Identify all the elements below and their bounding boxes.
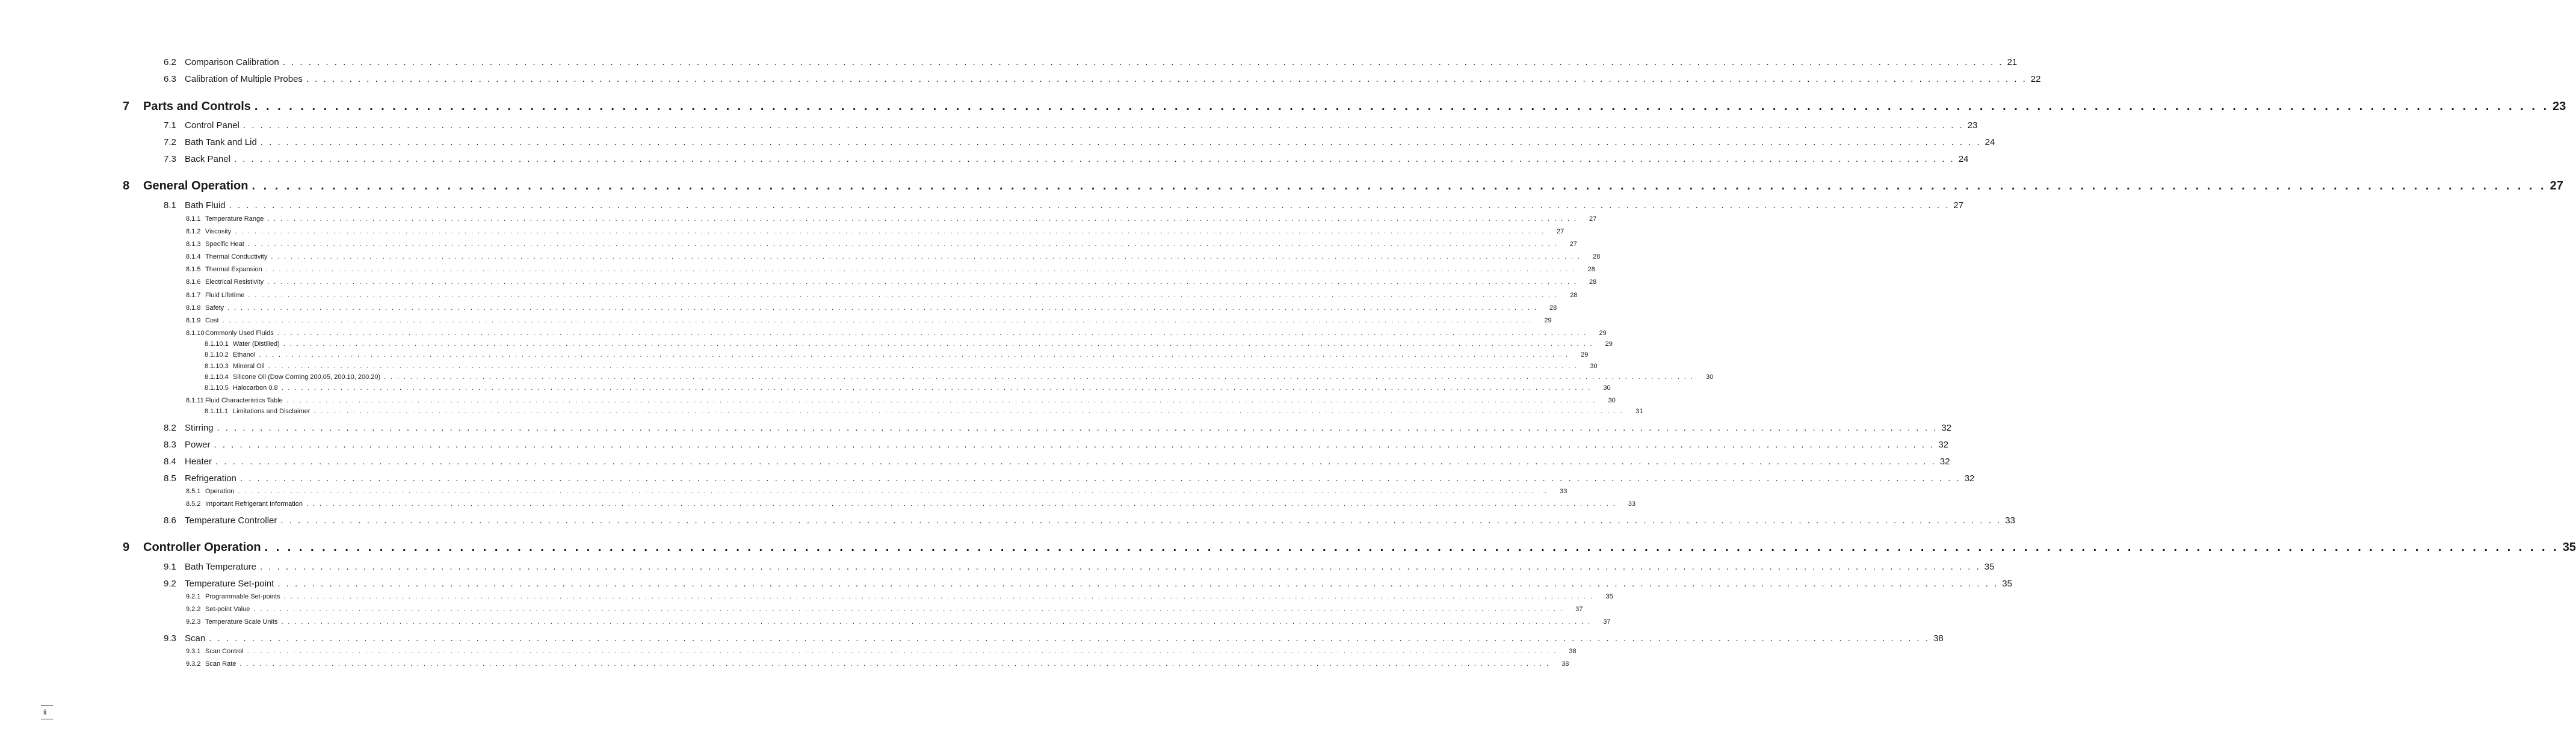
toc-entry[interactable] bbox=[186, 278, 1597, 286]
toc-entry[interactable] bbox=[164, 633, 1944, 644]
toc-entry-page: 38 bbox=[1569, 648, 1577, 655]
toc-entry[interactable] bbox=[186, 618, 1611, 626]
toc-entry-number: 9.2 bbox=[164, 579, 176, 589]
toc-leader-dots: . . . . . . . . . . . . . . . . . . . . . . . . . . . . . . . . . . . . . . . . . . . . . . . . . . . . . . . . . . . . . . . . . . . . . . . . . . . . . . . . . . . . . . . . . . . . . . . . . . . . . . . . . . . . . . . . . . . . . . . . . . . . . . . . . . . . . . . . . . . . . . . . . . . . . . . . . . . . . . . . . . . . . . . . . . . . . . . . . . . . . . . . . . . . . . . . . . . . . . . . bbox=[259, 562, 1981, 572]
toc-entry[interactable] bbox=[123, 179, 2563, 193]
toc-entry-number: 8 bbox=[123, 179, 130, 192]
toc-entry[interactable] bbox=[164, 515, 2015, 526]
toc-entry-page: 28 bbox=[1587, 266, 1595, 273]
toc-entry-page: 33 bbox=[1628, 500, 1636, 508]
toc-entry-page: 27 bbox=[1569, 241, 1577, 248]
toc-entry-number: 8.1.6 bbox=[186, 278, 201, 286]
toc-entry-number: 8.1.10.3 bbox=[205, 363, 229, 370]
toc-entry-number: 6.2 bbox=[164, 57, 176, 67]
toc-entry-number: 8.1.8 bbox=[186, 304, 201, 312]
toc-entry-page: 33 bbox=[1560, 488, 1568, 495]
toc-leader-dots: . . . . . . . . . . . . . . . . . . . . . . . . . . . . . . . . . . . . . . . . . . . . . . . . . . . . . . . . . . . . . . . . . . . . . . . . . . . . . . . . . . . . . . . . . . . . . . . . . . . . . . . . . . . . . . . . . . . . . . . . . . . . . . . . . . . . . . . . . . . . . . . . . . . . . . . . . . . . . . . . . . . . . . . . . . . . . . . . . . . . . . . . . . . . . . . . . . . . . . . . bbox=[267, 278, 1578, 286]
toc-leader-dots: . . . . . . . . . . . . . . . . . . . . . . . . . . . . . . . . . . . . . . . . . . . . . . . . . . . . . . . . . . . . . . . . . . . . . . . . . . . . . . . . . . . . . . . . . . . . . . . . . . . . . . . . . . . . . . . . . . . . . . . . . . . . . . . . . . . . . . . . . . . . . . . . . . . . . . . . . . . . . . . . . . . . . . . . . . . . . . . . . . . . . . . . . . . . . . . . . . . . . . . . bbox=[233, 154, 1955, 164]
toc-entry-title: Silicone Oil (Dow Corning 200.05, 200.10, 200.20) bbox=[233, 374, 381, 381]
toc-entry-page: 35 bbox=[2002, 579, 2012, 589]
toc-entry[interactable] bbox=[205, 340, 1613, 348]
toc-entry-page: 28 bbox=[1549, 304, 1557, 312]
toc-entry-page: 28 bbox=[1570, 292, 1578, 299]
toc-entry-number: 7 bbox=[123, 100, 130, 113]
toc-entry-title: Programmable Set-points bbox=[205, 593, 280, 600]
toc-entry-title: Temperature Controller bbox=[185, 515, 277, 526]
toc-entry[interactable] bbox=[205, 384, 1611, 392]
toc-leader-dots: . . . . . . . . . . . . . . . . . . . . . . . . . . . . . . . . . . . . . . . . . . . . . . . . . . . . . . . . . . . . . . . . . . . . . . . . . . . . . . . . . . . . . . . . . . . . . . . . . . . . . . . . . . . . . . . . . . . . . . . . . . . . . . . . . . . . . . . . . . . . . . . . . . . . . . . . . . . . . . . . . . . . . . . . . . . . . . . . . . . . . . . . . . . . . . . . . . . . . . . . bbox=[247, 241, 1558, 248]
toc-leader-dots: . . . . . . . . . . . . . . . . . . . . . . . . . . . . . . . . . . . . . . . . . . . . . . . . . . . . . . . . . . . . . . . . . . . . . . . . . . . . . . . . . . . . . . . . . . . . . . . . . . . . . . . . . . . . . . . . . . . . . . . . . . . . . . . . . . . . . . . . . . . . . . . . . . . . . . . . . . . . . . . . . . . . . . . . . . . . . . . . . . . . . . . . . . . . . . . . . . . . . . . . bbox=[280, 515, 2002, 526]
toc-leader-dots: . . . . . . . . . . . . . . . . . . . . . . . . . . . . . . . . . . . . . . . . . . . . . . . . . . . . . . . . . . . . . . . . . . . . . . . . . . . . . . . . . . . . . . . . . . . . . . . . . . . . . . . . . . . . . . . . . . . . . . . . . . . . . . . . . . . . . . . . . . . . . . . . . . . . . . . . . . . . . . . . . . . . . . . . . . . . . . . . . . . . . . . . . . . . . . . . . . . . . . . . bbox=[281, 384, 1592, 392]
toc-leader-dots: . . . . . . . . . . . . . . . . . . . . . . . . . . . . . . . . . . . . . . . . . . . . . . . . . . . . . . . . . . . . . . . . . . . . . . . . . . . . . . . . . . . . . . . . . . . . . . . . . . . . . . . . . . . . . . . . . . . . . . . . . . . . . . . . . . . . . . . . . . . . . . . . . . . . . . . . . . . . . . . . . . . . . . . . . . . . . . . . . . . . . . . . . . . . . . . . . . . . . . . . bbox=[253, 606, 1564, 613]
toc-entry-number: 6.3 bbox=[164, 74, 176, 84]
toc-entry-number: 8.1.10.1 bbox=[205, 340, 229, 348]
toc-entry-title: Set-point Value bbox=[205, 606, 250, 613]
toc-entry-number: 8.1.10.5 bbox=[205, 384, 229, 392]
toc-leader-dots: . . . . . . . . . . . . . . . . . . . . . . . . . . . . . . . . . . . . . . . . . . . . . . . . . . . . . . . . . . . . . . . . . . . . . . . . . . . . . . . . . . . . . . . . . . . . . . . . . . . . . . . . . . . . . . . . . . . . . . . . . . . . . . . . . . . . . . . . . . . . . . . . . . . . . . . . . . . . . . . . . . . . . . . . . . . . . . . . . . . . . . . . . . . . . . . . . . . . . . . . bbox=[281, 618, 1592, 626]
toc-entry-page: 22 bbox=[2030, 74, 2041, 84]
toc-entry-page: 35 bbox=[1984, 562, 1995, 572]
toc-entry[interactable] bbox=[164, 473, 1975, 484]
toc-entry-title: Back Panel bbox=[185, 154, 230, 164]
toc-leader-dots: . . . . . . . . . . . . . . . . . . . . . . . . . . . . . . . . . . . . . . . . . . . . . . . . . . . . . . . . . . . . . . . . . . . . . . . . . . . . . . . . . . . . . . . . . . . . . . . . . . . . . . . . . . . . . . . . . . . . . . . . . . . . . . . . . . . . . . . . . . . . . . . . . . . . . . . . . . . . . . . . . . . . . . . . . . . . . . . . . . . . . . . . . . . . . . . . . . . . . . . . bbox=[238, 488, 1548, 495]
toc-entry[interactable] bbox=[186, 648, 1577, 655]
toc-entry[interactable] bbox=[186, 397, 1616, 404]
toc-leader-dots: . . . . . . . . . . . . . . . . . . . . . . . . . . . . . . . . . . . . . . . . . . . . . . . . . . . . . . . . . . . . . . . . . . . . . . . . . . . . . . . . . . . . . . . . . . . . . . . . . . . . . . . . . . . . . . . . . . . . . . . . . . . . . . . . . . . . . . . . . . . . . . . . . . . . . . . . . . . . . . . . . . . . . . . . . . . . . . . . . . . . . . . . . . . . . . . . . . . . . . . . bbox=[306, 500, 1617, 508]
toc-entry-title: Safety bbox=[205, 304, 224, 312]
toc-entry-number: 9.3.2 bbox=[186, 660, 201, 668]
toc-leader-dots: . . . . . . . . . . . . . . . . . . . . . . . . . . . . . . . . . . . . . . . . . . . . . . . . . . . . . . . . . . . . . . . . . . . . . . . . . . . . . . . . . . . . . . . . . . . . . . . . . . . . . . . . . . . . . . . . . . . . . . . . . . . . . . . . . . . . . . . . . . . . . . . . . . . . . . . . . . . . . . . . . . . . . . . . . . . . . . . . . . . . . . . . . . . . . . . . . . . . . . . . bbox=[217, 423, 1938, 433]
toc-entry[interactable] bbox=[164, 200, 1964, 211]
toc-entry-page: 32 bbox=[1941, 423, 1952, 433]
toc-entry[interactable] bbox=[186, 606, 1583, 613]
toc-entry-title: Electrical Resistivity bbox=[205, 278, 264, 286]
toc-entry-title: Cost bbox=[205, 317, 219, 324]
toc-entry-number: 7.3 bbox=[164, 154, 176, 164]
toc-entry-page: 28 bbox=[1589, 278, 1597, 286]
toc-leader-dots: . . . . . . . . . . . . . . . . . . . . . . . . . . . . . . . . . . . . . . . . . . . . . . . . . . . . . . . . . . . . . . . . . . . . . . . . . . . . . . . . . . . . . . . . . . . . . . . . . . . . . . . . . . . . . . . . . . . . . . . . . . . . . . . . . . . . . . . . . . . . . . . . . . . . . . . . . . . . . . . . . . . . . . . . . . . . . . . . . . . . . . . . . . . . . . . . . . . . . . . . bbox=[248, 292, 1558, 299]
toc-entry-number: 8.4 bbox=[164, 457, 176, 467]
toc-entry[interactable] bbox=[164, 120, 1978, 131]
toc-entry-title: Mineral Oil bbox=[233, 363, 265, 370]
toc-entry-title: Calibration of Multiple Probes bbox=[185, 74, 303, 84]
toc-leader-dots: . . . . . . . . . . . . . . . . . . . . . . . . . . . . . . . . . . . . . . . . . . . . . . . . . . . . . . . . . . . . . . . . . . . . . . . . . . . . . . . . . . . . . . . . . . . . . . . . . . . . . . . . . . . . . . . . . . . . . . . . . . . . . . . . . . . . . . . . . . . . . . . . . . . . . . . . . . . . . . . . . . . . . . . . . . . . . . . . . . . . . . . . . . . . . . . . . . . . . . . . bbox=[264, 541, 2559, 554]
toc-leader-dots: . . . . . . . . . . . . . . . . . . . . . . . . . . . . . . . . . . . . . . . . . . . . . . . . . . . . . . . . . . . . . . . . . . . . . . . . . . . . . . . . . . . . . . . . . . . . . . . . . . . . . . . . . . . . . . . . . . . . . . . . . . . . . . . . . . . . . . . . . . . . . . . . . . . . . . . . . . . . . . . . . . . . . . . . . . . . . . . . . . . . . . . . . . . . . . . . . . . . . . . . bbox=[283, 593, 1594, 600]
toc-entry-number: 8.1.10.4 bbox=[205, 374, 229, 381]
toc-entry-number: 8.1.5 bbox=[186, 266, 201, 273]
toc-entry-page: 27 bbox=[1556, 228, 1564, 235]
toc-entry-title: Limitations and Disclaimer bbox=[233, 408, 310, 415]
toc-leader-dots: . . . . . . . . . . . . . . . . . . . . . . . . . . . . . . . . . . . . . . . . . . . . . . . . . . . . . . . . . . . . . . . . . . . . . . . . . . . . . . . . . . . . . . . . . . . . . . . . . . . . . . . . . . . . . . . . . . . . . . . . . . . . . . . . . . . . . . . . . . . . . . . . . . . . . . . . . . . . . . . . . . . . . . . . . . . . . . . . . . . . . . . . . . . . . . . . . . . . . . . . bbox=[268, 363, 1578, 370]
toc-entry-page: 32 bbox=[1938, 440, 1949, 450]
toc-entry-page: 24 bbox=[1985, 137, 1995, 147]
toc-entry-number: 8.1.9 bbox=[186, 317, 201, 324]
toc-entry-title: Heater bbox=[185, 457, 212, 467]
toc-entry-page: 33 bbox=[2005, 515, 2015, 526]
toc-entry[interactable] bbox=[186, 330, 1607, 337]
toc-leader-dots: . . . . . . . . . . . . . . . . . . . . . . . . . . . . . . . . . . . . . . . . . . . . . . . . . . . . . . . . . . . . . . . . . . . . . . . . . . . . . . . . . . . . . . . . . . . . . . . . . . . . . . . . . . . . . . . . . . . . . . . . . . . . . . . . . . . . . . . . . . . . . . . . . . . . . . . . . . . . . . . . . . . . . . . . . . . . . . . . . . . . . . . . . . . . . . . . . . . . . . . . bbox=[247, 648, 1557, 655]
toc-entry-page: 37 bbox=[1575, 606, 1583, 613]
toc-entry-title: Bath Temperature bbox=[185, 562, 256, 572]
toc-entry-page: 27 bbox=[1953, 200, 1964, 211]
toc-entry-page: 37 bbox=[1603, 618, 1611, 626]
toc-entry-number: 8.5 bbox=[164, 473, 176, 484]
toc-entry-page: 35 bbox=[2562, 541, 2576, 554]
toc-entry-title: Scan Control bbox=[205, 648, 244, 655]
toc-entry-title: Scan Rate bbox=[205, 660, 236, 668]
toc-entry[interactable] bbox=[205, 408, 1643, 415]
toc-leader-dots: . . . . . . . . . . . . . . . . . . . . . . . . . . . . . . . . . . . . . . . . . . . . . . . . . . . . . . . . . . . . . . . . . . . . . . . . . . . . . . . . . . . . . . . . . . . . . . . . . . . . . . . . . . . . . . . . . . . . . . . . . . . . . . . . . . . . . . . . . . . . . . . . . . . . . . . . . . . . . . . . . . . . . . . . . . . . . . . . . . . . . . . . . . . . . . . . . . . . . . . . bbox=[265, 266, 1576, 273]
toc-entry-page: 29 bbox=[1599, 330, 1607, 337]
toc-leader-dots: . . . . . . . . . . . . . . . . . . . . . . . . . . . . . . . . . . . . . . . . . . . . . . . . . . . . . . . . . . . . . . . . . . . . . . . . . . . . . . . . . . . . . . . . . . . . . . . . . . . . . . . . . . . . . . . . . . . . . . . . . . . . . . . . . . . . . . . . . . . . . . . . . . . . . . . . . . . . . . . . . . . . . . . . . . . . . . . . . . . . . . . . . . . . . . . . . . . . . . . . bbox=[252, 179, 2547, 192]
toc-leader-dots: . . . . . . . . . . . . . . . . . . . . . . . . . . . . . . . . . . . . . . . . . . . . . . . . . . . . . . . . . . . . . . . . . . . . . . . . . . . . . . . . . . . . . . . . . . . . . . . . . . . . . . . . . . . . . . . . . . . . . . . . . . . . . . . . . . . . . . . . . . . . . . . . . . . . . . . . . . . . . . . . . . . . . . . . . . . . . . . . . . . . . . . . . . . . . . . . . . . . . . . . bbox=[215, 457, 1936, 467]
toc-entry-title: Thermal Conductivity bbox=[205, 253, 268, 260]
toc-entry[interactable] bbox=[164, 457, 1950, 467]
toc-entry-title: Bath Tank and Lid bbox=[185, 137, 257, 147]
toc-leader-dots: . . . . . . . . . . . . . . . . . . . . . . . . . . . . . . . . . . . . . . . . . . . . . . . . . . . . . . . . . . . . . . . . . . . . . . . . . . . . . . . . . . . . . . . . . . . . . . . . . . . . . . . . . . . . . . . . . . . . . . . . . . . . . . . . . . . . . . . . . . . . . . . . . . . . . . . . . . . . . . . . . . . . . . . . . . . . . . . . . . . . . . . . . . . . . . . . . . . . . . . . bbox=[286, 397, 1596, 404]
footer-page-number: ii bbox=[43, 708, 47, 716]
toc-entry-page: 38 bbox=[1933, 633, 1944, 644]
toc-entry-title: Power bbox=[185, 440, 211, 450]
toc-entry-number: 8.1.3 bbox=[186, 241, 201, 248]
toc-entry-title: Temperature Range bbox=[205, 215, 264, 223]
toc-leader-dots: . . . . . . . . . . . . . . . . . . . . . . . . . . . . . . . . . . . . . . . . . . . . . . . . . . . . . . . . . . . . . . . . . . . . . . . . . . . . . . . . . . . . . . . . . . . . . . . . . . . . . . . . . . . . . . . . . . . . . . . . . . . . . . . . . . . . . . . . . . . . . . . . . . . . . . . . . . . . . . . . . . . . . . . . . . . . . . . . . . . . . . . . . . . . . . . . . . . . . . . . bbox=[283, 340, 1593, 348]
toc-entry[interactable] bbox=[186, 266, 1595, 273]
toc-leader-dots: . . . . . . . . . . . . . . . . . . . . . . . . . . . . . . . . . . . . . . . . . . . . . . . . . . . . . . . . . . . . . . . . . . . . . . . . . . . . . . . . . . . . . . . . . . . . . . . . . . . . . . . . . . . . . . . . . . . . . . . . . . . . . . . . . . . . . . . . . . . . . . . . . . . . . . . . . . . . . . . . . . . . . . . . . . . . . . . . . . . . . . . . . . . . . . . . . . . . . . . . bbox=[214, 440, 1935, 450]
toc-entry-number: 9.1 bbox=[164, 562, 176, 572]
toc-entry[interactable] bbox=[186, 253, 1601, 260]
toc-entry-page: 29 bbox=[1581, 351, 1589, 358]
toc-entry-page: 32 bbox=[1939, 457, 1950, 467]
toc-entry[interactable] bbox=[164, 579, 2012, 589]
toc-entry-title: Temperature Scale Units bbox=[205, 618, 278, 626]
toc-entry-number: 8.1.1 bbox=[186, 215, 201, 223]
toc-entry-number: 8.1.7 bbox=[186, 292, 201, 299]
toc-entry-number: 8.1.10.2 bbox=[205, 351, 229, 358]
toc-entry-number: 8.1.11 bbox=[186, 397, 204, 404]
toc-entry-title: Viscosity bbox=[205, 228, 232, 235]
toc-entry-page: 35 bbox=[1605, 593, 1613, 600]
toc-entry-page: 23 bbox=[1967, 120, 1978, 131]
toc-entry-title: Parts and Controls bbox=[143, 100, 251, 113]
toc-entry-page: 30 bbox=[1590, 363, 1598, 370]
toc-leader-dots: . . . . . . . . . . . . . . . . . . . . . . . . . . . . . . . . . . . . . . . . . . . . . . . . . . . . . . . . . . . . . . . . . . . . . . . . . . . . . . . . . . . . . . . . . . . . . . . . . . . . . . . . . . . . . . . . . . . . . . . . . . . . . . . . . . . . . . . . . . . . . . . . . . . . . . . . . . . . . . . . . . . . . . . . . . . . . . . . . . . . . . . . . . . . . . . . . . . . . . . . bbox=[384, 374, 1694, 381]
toc-leader-dots: . . . . . . . . . . . . . . . . . . . . . . . . . . . . . . . . . . . . . . . . . . . . . . . . . . . . . . . . . . . . . . . . . . . . . . . . . . . . . . . . . . . . . . . . . . . . . . . . . . . . . . . . . . . . . . . . . . . . . . . . . . . . . . . . . . . . . . . . . . . . . . . . . . . . . . . . . . . . . . . . . . . . . . . . . . . . . . . . . . . . . . . . . . . . . . . . . . . . . . . . bbox=[239, 660, 1550, 668]
toc-leader-dots: . . . . . . . . . . . . . . . . . . . . . . . . . . . . . . . . . . . . . . . . . . . . . . . . . . . . . . . . . . . . . . . . . . . . . . . . . . . . . . . . . . . . . . . . . . . . . . . . . . . . . . . . . . . . . . . . . . . . . . . . . . . . . . . . . . . . . . . . . . . . . . . . . . . . . . . . . . . . . . . . . . . . . . . . . . . . . . . . . . . . . . . . . . . . . . . . . . . . . . . . bbox=[222, 317, 1533, 324]
toc-entry-number: 8.1.10 bbox=[186, 330, 205, 337]
toc-entry-page: 30 bbox=[1608, 397, 1616, 404]
toc-entry-number: 9.2.3 bbox=[186, 618, 201, 626]
toc-entry-page: 28 bbox=[1593, 253, 1601, 260]
toc-entry-page: 30 bbox=[1603, 384, 1611, 392]
toc-entry-title: Fluid Lifetime bbox=[205, 292, 245, 299]
toc-entry[interactable] bbox=[164, 440, 1949, 450]
toc-entry-title: Refrigeration bbox=[185, 473, 236, 484]
toc-leader-dots: . . . . . . . . . . . . . . . . . . . . . . . . . . . . . . . . . . . . . . . . . . . . . . . . . . . . . . . . . . . . . . . . . . . . . . . . . . . . . . . . . . . . . . . . . . . . . . . . . . . . . . . . . . . . . . . . . . . . . . . . . . . . . . . . . . . . . . . . . . . . . . . . . . . . . . . . . . . . . . . . . . . . . . . . . . . . . . . . . . . . . . . . . . . . . . . . . . . . . . . . bbox=[271, 253, 1581, 260]
toc-leader-dots: . . . . . . . . . . . . . . . . . . . . . . . . . . . . . . . . . . . . . . . . . . . . . . . . . . . . . . . . . . . . . . . . . . . . . . . . . . . . . . . . . . . . . . . . . . . . . . . . . . . . . . . . . . . . . . . . . . . . . . . . . . . . . . . . . . . . . . . . . . . . . . . . . . . . . . . . . . . . . . . . . . . . . . . . . . . . . . . . . . . . . . . . . . . . . . . . . . . . . . . . bbox=[227, 304, 1538, 312]
toc-entry-number: 8.2 bbox=[164, 423, 176, 433]
toc-entry[interactable] bbox=[205, 351, 1589, 358]
toc-leader-dots: . . . . . . . . . . . . . . . . . . . . . . . . . . . . . . . . . . . . . . . . . . . . . . . . . . . . . . . . . . . . . . . . . . . . . . . . . . . . . . . . . . . . . . . . . . . . . . . . . . . . . . . . . . . . . . . . . . . . . . . . . . . . . . . . . . . . . . . . . . . . . . . . . . . . . . . . . . . . . . . . . . . . . . . . . . . . . . . . . . . . . . . . . . . . . . . . . . . . . . . . bbox=[277, 330, 1587, 337]
toc-entry[interactable] bbox=[123, 541, 2576, 555]
toc-entry-page: 27 bbox=[2550, 179, 2563, 192]
toc-entry-page: 27 bbox=[1589, 215, 1597, 223]
toc-entry[interactable] bbox=[205, 374, 1714, 381]
toc-leader-dots: . . . . . . . . . . . . . . . . . . . . . . . . . . . . . . . . . . . . . . . . . . . . . . . . . . . . . . . . . . . . . . . . . . . . . . . . . . . . . . . . . . . . . . . . . . . . . . . . . . . . . . . . . . . . . . . . . . . . . . . . . . . . . . . . . . . . . . . . . . . . . . . . . . . . . . . . . . . . . . . . . . . . . . . . . . . . . . . . . . . . . . . . . . . . . . . . . . . . . . . . bbox=[242, 120, 1964, 131]
toc-entry-title: Temperature Set-point bbox=[185, 579, 274, 589]
toc-entry-title: Thermal Expansion bbox=[205, 266, 262, 273]
toc-entry[interactable] bbox=[186, 241, 1577, 248]
toc-leader-dots: . . . . . . . . . . . . . . . . . . . . . . . . . . . . . . . . . . . . . . . . . . . . . . . . . . . . . . . . . . . . . . . . . . . . . . . . . . . . . . . . . . . . . . . . . . . . . . . . . . . . . . . . . . . . . . . . . . . . . . . . . . . . . . . . . . . . . . . . . . . . . . . . . . . . . . . . . . . . . . . . . . . . . . . . . . . . . . . . . . . . . . . . . . . . . . . . . . . . . . . . bbox=[239, 473, 1961, 484]
toc-entry-title: Important Refrigerant Information bbox=[205, 500, 303, 508]
toc-entry-number: 9.2.2 bbox=[186, 606, 201, 613]
toc-entry[interactable] bbox=[186, 317, 1552, 324]
toc-entry-title: General Operation bbox=[143, 179, 249, 192]
toc-entry-title: Commonly Used Fluids bbox=[205, 330, 274, 337]
toc-entry-page: 23 bbox=[2553, 100, 2566, 113]
toc-entry[interactable] bbox=[186, 593, 1613, 600]
toc-entry-number: 7.2 bbox=[164, 137, 176, 147]
toc-entry-title: Water (Distilled) bbox=[233, 340, 280, 348]
toc-entry-page: 29 bbox=[1544, 317, 1552, 324]
toc-entry[interactable] bbox=[164, 137, 1995, 147]
toc-entry-page: 24 bbox=[1958, 154, 1969, 164]
toc-entry[interactable] bbox=[164, 562, 1995, 572]
toc-leader-dots: . . . . . . . . . . . . . . . . . . . . . . . . . . . . . . . . . . . . . . . . . . . . . . . . . . . . . . . . . . . . . . . . . . . . . . . . . . . . . . . . . . . . . . . . . . . . . . . . . . . . . . . . . . . . . . . . . . . . . . . . . . . . . . . . . . . . . . . . . . . . . . . . . . . . . . . . . . . . . . . . . . . . . . . . . . . . . . . . . . . . . . . . . . . . . . . . . . . . . . . . bbox=[314, 408, 1624, 415]
toc-entry[interactable] bbox=[186, 304, 1557, 312]
toc-entry-page: 21 bbox=[2007, 57, 2018, 67]
toc-leader-dots: . . . . . . . . . . . . . . . . . . . . . . . . . . . . . . . . . . . . . . . . . . . . . . . . . . . . . . . . . . . . . . . . . . . . . . . . . . . . . . . . . . . . . . . . . . . . . . . . . . . . . . . . . . . . . . . . . . . . . . . . . . . . . . . . . . . . . . . . . . . . . . . . . . . . . . . . . . . . . . . . . . . . . . . . . . . . . . . . . . . . . . . . . . . . . . . . . . . . . . . . bbox=[259, 351, 1569, 358]
toc-leader-dots: . . . . . . . . . . . . . . . . . . . . . . . . . . . . . . . . . . . . . . . . . . . . . . . . . . . . . . . . . . . . . . . . . . . . . . . . . . . . . . . . . . . . . . . . . . . . . . . . . . . . . . . . . . . . . . . . . . . . . . . . . . . . . . . . . . . . . . . . . . . . . . . . . . . . . . . . . . . . . . . . . . . . . . . . . . . . . . . . . . . . . . . . . . . . . . . . . . . . . . . . bbox=[235, 228, 1545, 235]
toc-entry-title: Comparison Calibration bbox=[185, 57, 279, 67]
toc-entry[interactable] bbox=[123, 100, 2566, 114]
toc-entry-title: Scan bbox=[185, 633, 206, 644]
toc-entry[interactable] bbox=[164, 57, 2018, 67]
toc-entry-number: 8.1.11.1 bbox=[205, 408, 228, 415]
toc-entry[interactable] bbox=[205, 363, 1598, 370]
toc-entry-number: 9.2.1 bbox=[186, 593, 201, 600]
toc-entry[interactable] bbox=[186, 660, 1569, 668]
toc-leader-dots: . . . . . . . . . . . . . . . . . . . . . . . . . . . . . . . . . . . . . . . . . . . . . . . . . . . . . . . . . . . . . . . . . . . . . . . . . . . . . . . . . . . . . . . . . . . . . . . . . . . . . . . . . . . . . . . . . . . . . . . . . . . . . . . . . . . . . . . . . . . . . . . . . . . . . . . . . . . . . . . . . . . . . . . . . . . . . . . . . . . . . . . . . . . . . . . . . . . . . . . . bbox=[267, 215, 1578, 223]
toc-entry-page: 29 bbox=[1605, 340, 1613, 348]
toc-entry-title: Controller Operation bbox=[143, 541, 261, 554]
toc-entry-page: 32 bbox=[1964, 473, 1975, 484]
toc-entry-title: Halocarbon 0.8 bbox=[233, 384, 278, 392]
toc-entry-number: 8.5.1 bbox=[186, 488, 201, 495]
toc-entry-number: 8.3 bbox=[164, 440, 176, 450]
toc-entry[interactable] bbox=[186, 215, 1597, 223]
toc-entry[interactable] bbox=[186, 488, 1568, 495]
toc-entry-title: Operation bbox=[205, 488, 235, 495]
toc-entry-page: 30 bbox=[1705, 374, 1714, 381]
toc-leader-dots: . . . . . . . . . . . . . . . . . . . . . . . . . . . . . . . . . . . . . . . . . . . . . . . . . . . . . . . . . . . . . . . . . . . . . . . . . . . . . . . . . . . . . . . . . . . . . . . . . . . . . . . . . . . . . . . . . . . . . . . . . . . . . . . . . . . . . . . . . . . . . . . . . . . . . . . . . . . . . . . . . . . . . . . . . . . . . . . . . . . . . . . . . . . . . . . . . . . . . . . . bbox=[209, 633, 1930, 644]
toc-entry[interactable] bbox=[164, 154, 1969, 164]
toc-entry-title: Specific Heat bbox=[205, 241, 244, 248]
toc-leader-dots: . . . . . . . . . . . . . . . . . . . . . . . . . . . . . . . . . . . . . . . . . . . . . . . . . . . . . . . . . . . . . . . . . . . . . . . . . . . . . . . . . . . . . . . . . . . . . . . . . . . . . . . . . . . . . . . . . . . . . . . . . . . . . . . . . . . . . . . . . . . . . . . . . . . . . . . . . . . . . . . . . . . . . . . . . . . . . . . . . . . . . . . . . . . . . . . . . . . . . . . . bbox=[260, 137, 1981, 147]
toc-entry[interactable] bbox=[164, 423, 1952, 433]
toc-entry-page: 38 bbox=[1561, 660, 1569, 668]
toc-entry-title: Control Panel bbox=[185, 120, 239, 131]
toc-leader-dots: . . . . . . . . . . . . . . . . . . . . . . . . . . . . . . . . . . . . . . . . . . . . . . . . . . . . . . . . . . . . . . . . . . . . . . . . . . . . . . . . . . . . . . . . . . . . . . . . . . . . . . . . . . . . . . . . . . . . . . . . . . . . . . . . . . . . . . . . . . . . . . . . . . . . . . . . . . . . . . . . . . . . . . . . . . . . . . . . . . . . . . . . . . . . . . . . . . . . . . . . bbox=[277, 579, 1999, 589]
toc-entry-number: 8.1 bbox=[164, 200, 176, 211]
toc-entry-title: Bath Fluid bbox=[185, 200, 226, 211]
toc-entry-number: 9.3 bbox=[164, 633, 176, 644]
toc-entry-title: Fluid Characteristics Table bbox=[205, 397, 283, 404]
toc-leader-dots: . . . . . . . . . . . . . . . . . . . . . . . . . . . . . . . . . . . . . . . . . . . . . . . . . . . . . . . . . . . . . . . . . . . . . . . . . . . . . . . . . . . . . . . . . . . . . . . . . . . . . . . . . . . . . . . . . . . . . . . . . . . . . . . . . . . . . . . . . . . . . . . . . . . . . . . . . . . . . . . . . . . . . . . . . . . . . . . . . . . . . . . . . . . . . . . . . . . . . . . . bbox=[254, 100, 2550, 113]
toc-entry-page: 31 bbox=[1635, 408, 1643, 415]
toc-entry-title: Ethanol bbox=[233, 351, 256, 358]
toc-leader-dots: . . . . . . . . . . . . . . . . . . . . . . . . . . . . . . . . . . . . . . . . . . . . . . . . . . . . . . . . . . . . . . . . . . . . . . . . . . . . . . . . . . . . . . . . . . . . . . . . . . . . . . . . . . . . . . . . . . . . . . . . . . . . . . . . . . . . . . . . . . . . . . . . . . . . . . . . . . . . . . . . . . . . . . . . . . . . . . . . . . . . . . . . . . . . . . . . . . . . . . . . bbox=[229, 200, 1950, 211]
toc-entry[interactable] bbox=[186, 500, 1636, 508]
toc-leader-dots: . . . . . . . . . . . . . . . . . . . . . . . . . . . . . . . . . . . . . . . . . . . . . . . . . . . . . . . . . . . . . . . . . . . . . . . . . . . . . . . . . . . . . . . . . . . . . . . . . . . . . . . . . . . . . . . . . . . . . . . . . . . . . . . . . . . . . . . . . . . . . . . . . . . . . . . . . . . . . . . . . . . . . . . . . . . . . . . . . . . . . . . . . . . . . . . . . . . . . . . . bbox=[306, 74, 2027, 84]
toc-leader-dots: . . . . . . . . . . . . . . . . . . . . . . . . . . . . . . . . . . . . . . . . . . . . . . . . . . . . . . . . . . . . . . . . . . . . . . . . . . . . . . . . . . . . . . . . . . . . . . . . . . . . . . . . . . . . . . . . . . . . . . . . . . . . . . . . . . . . . . . . . . . . . . . . . . . . . . . . . . . . . . . . . . . . . . . . . . . . . . . . . . . . . . . . . . . . . . . . . . . . . . . . bbox=[282, 57, 2004, 67]
toc-entry-number: 8.1.2 bbox=[186, 228, 201, 235]
toc-entry[interactable] bbox=[186, 228, 1564, 235]
toc-entry-number: 8.1.4 bbox=[186, 253, 201, 260]
toc-entry[interactable] bbox=[164, 74, 2041, 84]
toc-entry-number: 8.6 bbox=[164, 515, 176, 526]
toc-entry-number: 7.1 bbox=[164, 120, 176, 131]
toc-entry-number: 9 bbox=[123, 541, 130, 554]
toc-entry[interactable] bbox=[186, 292, 1578, 299]
toc-entry-number: 8.5.2 bbox=[186, 500, 201, 508]
toc-entry-number: 9.3.1 bbox=[186, 648, 201, 655]
toc-entry-title: Stirring bbox=[185, 423, 214, 433]
